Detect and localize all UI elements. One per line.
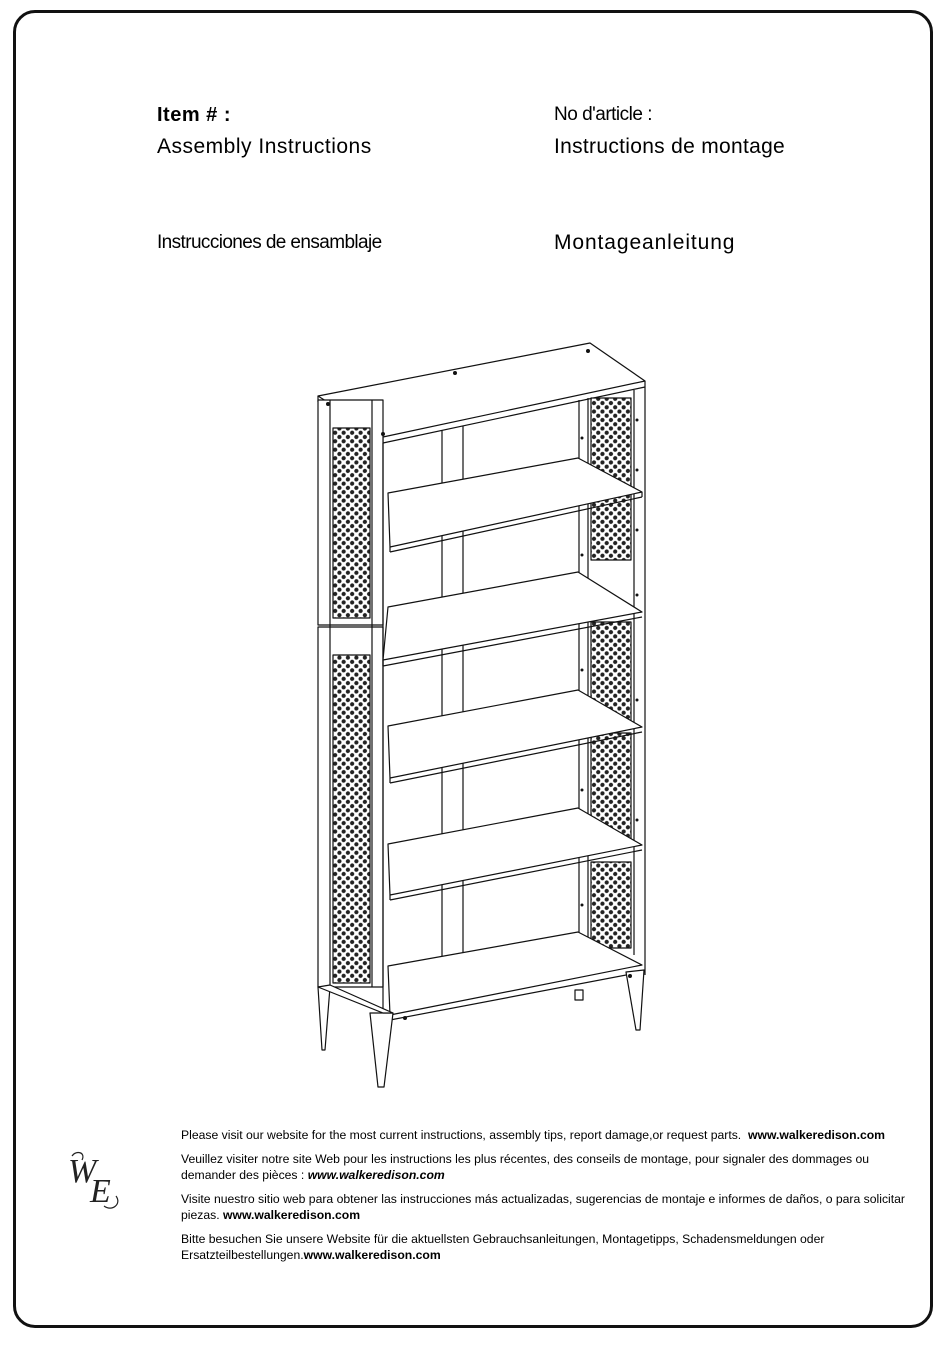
website-link-fr[interactable]: www.walkeredison.com xyxy=(307,1168,445,1182)
footer-fr-text: Veuillez visiter notre site Web pour les instructions les plus récentes, des conseils de montage, pour signaler des dommages ou demander des pièces : xyxy=(181,1152,870,1182)
footer-de-text: Bitte besuchen Sie unsere Website für die aktuellsten Gebrauchsanleitungen, Montagetipps, Schadensmeldungen oder Ersatzteilbestellungen. xyxy=(181,1232,825,1262)
walker-edison-logo xyxy=(64,1146,128,1212)
title-english: Assembly Instructions xyxy=(157,135,372,158)
footer-instructions xyxy=(181,1127,911,1271)
website-link-de[interactable]: www.walkeredison.com xyxy=(303,1248,441,1262)
svg-text:W: W xyxy=(68,1153,97,1190)
footer-es-text: Visite nuestro sitio web para obtener las instrucciones más actualizadas, sugerencias de montaje e informes de daños, o para solicitar piezas. xyxy=(181,1192,905,1222)
footer-de xyxy=(181,1231,911,1263)
footer-en-text: Please visit our website for the most current instructions, assembly tips, report damage,or request parts. xyxy=(181,1128,742,1142)
website-link-es[interactable]: www.walkeredison.com xyxy=(223,1208,361,1222)
footer-es xyxy=(181,1191,911,1223)
website-link-en[interactable]: www.walkeredison.com xyxy=(747,1128,886,1142)
title-french: Instructions de montage xyxy=(554,135,786,158)
title-german: Montageanleitung xyxy=(554,231,736,254)
item-number-label-fr: No d'article : xyxy=(554,104,653,125)
footer-en xyxy=(181,1127,911,1143)
svg-text:E: E xyxy=(90,1173,111,1210)
item-number-label: Item # : xyxy=(157,104,232,126)
title-spanish: Instrucciones de ensamblaje xyxy=(157,232,382,253)
bookcase-drawing xyxy=(300,336,660,1092)
footer-fr xyxy=(181,1151,911,1183)
